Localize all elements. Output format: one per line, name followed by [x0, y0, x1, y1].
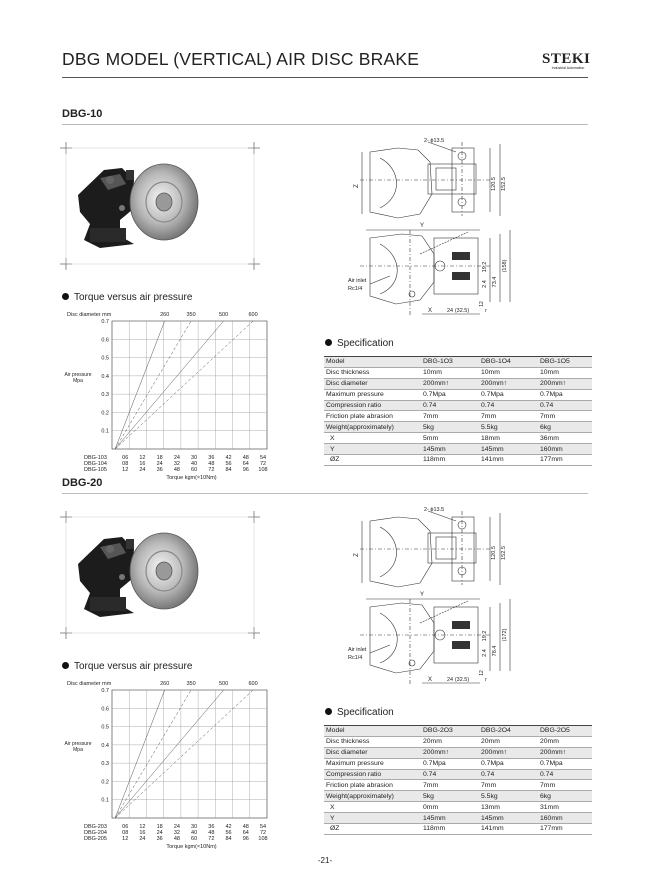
x-tick-label: 64 [242, 830, 249, 836]
x-tick-label: 18 [156, 455, 163, 461]
x-tick-label: 36 [208, 455, 215, 461]
drawing-label: (158) [502, 259, 508, 273]
x-tick-label: 84 [225, 467, 232, 473]
spec-cell: Friction plate abrasion [324, 411, 421, 422]
x-axis-label: Torque kgm(×10Nm) [166, 844, 217, 849]
x-row-model: DBG-104 [84, 461, 107, 467]
chart-heading [62, 661, 192, 672]
x-tick-label: 108 [258, 836, 268, 842]
x-tick-label: 18 [156, 824, 163, 830]
page-number: -21- [317, 856, 333, 865]
drawing-label: 24 [446, 677, 454, 683]
x-tick-label: 60 [191, 467, 198, 473]
page-title: DBG MODEL (VERTICAL) AIR DISC BRAKE [62, 49, 420, 69]
spec-row [324, 411, 592, 422]
spec-column-header: DBG-1O3 [421, 357, 479, 368]
spec-cell: 7mm [421, 411, 479, 422]
y-tick-label: 0.6 [101, 706, 109, 713]
drawing-label: 12 [479, 670, 485, 676]
section-dbg-20 [0, 369, 650, 869]
spec-cell: 20mm [421, 736, 479, 747]
spec-column-header: DBG-2O3 [421, 726, 479, 737]
logo-brand: STEKI [542, 51, 591, 67]
y-tick-label: 0.2 [101, 410, 109, 417]
spec-cell: 141mm [479, 824, 538, 835]
y-tick-label: 0.7 [101, 319, 109, 325]
spec-cell: 200mm↑ [421, 747, 479, 758]
x-tick-label: 06 [122, 824, 129, 830]
drawing-label: Rc1/4 [348, 286, 363, 292]
spec-cell: 5kg [421, 791, 479, 802]
spec-table [324, 725, 592, 835]
diameter-label: 350 [186, 681, 196, 687]
section-rule [62, 493, 588, 494]
spec-cell: 0.74 [421, 400, 479, 411]
x-tick-label: 12 [139, 455, 146, 461]
spec-row [324, 378, 592, 389]
drawing-label: Y [419, 223, 425, 229]
x-tick-label: 16 [139, 830, 146, 836]
spec-heading [325, 707, 394, 718]
drawing-label: 120.5 [491, 546, 497, 560]
spec-cell: Disc thickness [324, 736, 421, 747]
spec-row [324, 736, 592, 747]
x-tick-label: 56 [225, 461, 232, 467]
spec-cell: Compression ratio [324, 769, 421, 780]
spec-cell: 7mm [538, 411, 592, 422]
spec-cell: 145mm [479, 444, 538, 455]
spec-row [324, 780, 592, 791]
spec-heading [325, 338, 394, 349]
diameter-label: 600 [248, 312, 258, 318]
photo-frame [60, 509, 260, 644]
brake-photo [60, 140, 260, 270]
x-tick-label: 24 [173, 824, 180, 830]
drawing-label: 24 [446, 308, 454, 314]
spec-cell: 200mm↑ [479, 747, 538, 758]
y-axis-label: Air pressure Mpa [64, 741, 92, 754]
x-row-model: DBG-105 [84, 467, 107, 473]
x-tick-label: 36 [156, 836, 163, 842]
spec-cell: 5.5kg [479, 422, 538, 433]
spec-cell: Weight(approximately) [324, 791, 421, 802]
x-tick-label: 12 [122, 836, 129, 842]
spec-cell: 20mm [479, 736, 538, 747]
spec-cell: 10mm [479, 367, 538, 378]
top-axis-label: Disc diameter mm [67, 312, 112, 318]
x-tick-label: 72 [259, 830, 267, 836]
drawing-label: 19.2 [482, 630, 488, 642]
x-tick-label: 72 [259, 461, 267, 467]
spec-cell: 145mm [421, 813, 479, 824]
diameter-label: 500 [219, 681, 229, 687]
spec-cell: 0mm [421, 802, 479, 813]
spec-cell: 200mm↑ [538, 378, 592, 389]
spec-cell: 160mm [538, 444, 592, 455]
drawing-label: (172) [502, 628, 508, 642]
spec-row [324, 389, 592, 400]
brake-illustration [78, 533, 198, 617]
x-tick-label: 84 [225, 836, 232, 842]
spec-cell: 141mm [479, 455, 538, 466]
spec-cell: 10mm [538, 367, 592, 378]
spec-cell: 0.74 [421, 769, 479, 780]
spec-cell: Weight(approximately) [324, 422, 421, 433]
x-tick-label: 54 [259, 824, 267, 830]
x-tick-label: 08 [122, 830, 129, 836]
x-tick-label: 06 [122, 455, 129, 461]
x-tick-label: 42 [225, 455, 232, 461]
spec-cell: 200mm↑ [479, 378, 538, 389]
photo-frame [60, 140, 260, 275]
spec-cell: 145mm [479, 813, 538, 824]
diameter-line [115, 690, 165, 818]
spec-cell: Compression ratio [324, 400, 421, 411]
spec-cell: 7mm [479, 780, 538, 791]
spec-row [324, 747, 592, 758]
x-tick-label: 24 [139, 836, 146, 842]
x-tick-label: 24 [139, 467, 146, 473]
spec-cell: 177mm [538, 824, 592, 835]
diameter-line [115, 321, 165, 449]
chart-heading [62, 292, 192, 303]
x-tick-label: 32 [173, 461, 180, 467]
spec-column-header: DBG-1O4 [479, 357, 538, 368]
chart-heading-text: Torque versus air pressure [74, 661, 193, 672]
drawing-label: Y [419, 592, 425, 598]
torque-chart [60, 308, 275, 485]
brake-photo [60, 509, 260, 639]
y-tick-label: 0.5 [101, 724, 109, 731]
x-tick-label: 36 [208, 824, 215, 830]
diameter-label: 600 [248, 681, 258, 687]
spec-cell: 20mm [538, 736, 592, 747]
spec-cell: 0.74 [538, 400, 592, 411]
x-tick-label: 24 [173, 455, 180, 461]
x-tick-label: 40 [191, 461, 198, 467]
x-tick-label: 08 [122, 461, 129, 467]
drawing-label: 2- ϕ13.5 [424, 138, 445, 144]
bullet-icon [325, 339, 332, 346]
x-tick-label: 48 [208, 461, 215, 467]
spec-heading-text: Specification [337, 707, 394, 718]
spec-header-row [324, 357, 592, 368]
diameter-line [115, 690, 253, 818]
technical-drawing [340, 503, 540, 698]
diameter-label: 260 [160, 312, 170, 318]
spec-cell: 36mm [538, 433, 592, 444]
spec-cell: 160mm [538, 813, 592, 824]
spec-cell: 6kg [538, 422, 592, 433]
x-row-model: DBG-205 [84, 836, 107, 842]
drawing-label: Air inlet [348, 647, 367, 653]
y-tick-label: 0.3 [101, 761, 109, 768]
spec-cell: 5.5kg [479, 791, 538, 802]
drawing-label: Air inlet [348, 278, 367, 284]
spec-cell: 5mm [421, 433, 479, 444]
drawing-label: X [427, 677, 433, 683]
spec-row [324, 433, 592, 444]
spec-row [324, 791, 592, 802]
plot-frame [112, 690, 267, 818]
drawing-label: 73.4 [492, 276, 498, 288]
x-tick-label: 48 [208, 830, 215, 836]
x-tick-label: 42 [225, 824, 232, 830]
spec-row [324, 455, 592, 466]
spec-cell: 200mm↑ [421, 378, 479, 389]
x-tick-label: 96 [242, 836, 249, 842]
diameter-line [115, 690, 224, 818]
brand-logo [542, 52, 594, 74]
x-tick-label: 108 [258, 467, 268, 473]
x-tick-label: 12 [139, 824, 146, 830]
spec-cell: Disc diameter [324, 747, 421, 758]
spec-cell: X [324, 802, 421, 813]
x-tick-label: 32 [173, 830, 180, 836]
spec-cell: Friction plate abrasion [324, 780, 421, 791]
drawing-label: (32.5) [454, 308, 470, 314]
drawing-label: Z [354, 553, 360, 557]
plot-frame [112, 321, 267, 449]
spec-cell: 118mm [421, 824, 479, 835]
x-tick-label: 96 [242, 467, 249, 473]
spec-cell: ØZ [324, 455, 421, 466]
chart-heading-text: Torque versus air pressure [74, 292, 193, 303]
x-tick-label: 30 [191, 455, 198, 461]
brake-illustration [78, 164, 198, 248]
spec-cell: 0.7Mpa [479, 758, 538, 769]
spec-column-header: Model [324, 357, 421, 368]
x-tick-label: 12 [122, 467, 129, 473]
x-row-model: DBG-203 [84, 824, 107, 830]
drawing-label: r [485, 677, 487, 683]
torque-chart [60, 677, 275, 854]
spec-cell: 18mm [479, 433, 538, 444]
x-tick-label: 56 [225, 830, 232, 836]
drawing-label: Z [354, 184, 360, 188]
x-tick-label: 24 [156, 461, 163, 467]
x-tick-label: 24 [156, 830, 163, 836]
spec-cell: Disc diameter [324, 378, 421, 389]
drawing-label: 2.4 [482, 280, 488, 288]
diameter-line [115, 321, 253, 449]
y-tick-label: 0.4 [101, 742, 109, 749]
diameter-label: 500 [219, 312, 229, 318]
spec-cell: 6kg [538, 791, 592, 802]
y-tick-label: 0.5 [101, 355, 109, 362]
spec-cell: 0.7Mpa [421, 389, 479, 400]
diameter-line [115, 321, 191, 449]
spec-cell: X [324, 433, 421, 444]
spec-cell: 0.74 [479, 400, 538, 411]
spec-column-header: Model [324, 726, 421, 737]
y-tick-label: 0.7 [101, 688, 109, 694]
y-tick-label: 0.3 [101, 392, 109, 399]
x-tick-label: 30 [191, 824, 198, 830]
spec-cell: ØZ [324, 824, 421, 835]
spec-cell: 0.74 [479, 769, 538, 780]
x-tick-label: 72 [208, 836, 215, 842]
spec-cell: 0.7Mpa [538, 389, 592, 400]
diameter-line [115, 321, 224, 449]
x-tick-label: 36 [156, 467, 163, 473]
section-heading: DBG-10 [62, 108, 103, 120]
drawing-label: 120.5 [491, 177, 497, 191]
drawing-label: 19.2 [482, 261, 488, 273]
bullet-icon [325, 708, 332, 715]
spec-cell: Y [324, 813, 421, 824]
y-tick-label: 0.6 [101, 337, 109, 344]
spec-cell: 177mm [538, 455, 592, 466]
drawing-label: 78.4 [492, 645, 498, 657]
section-heading: DBG-20 [62, 477, 103, 489]
drawing-label: 2.4 [482, 649, 488, 657]
bullet-icon [62, 293, 69, 300]
diameter-label: 350 [186, 312, 196, 318]
logo-tagline: Industrial Automation [551, 66, 585, 70]
technical-drawing [340, 134, 540, 329]
y-tick-label: 0.1 [101, 428, 109, 435]
diameter-line [115, 690, 191, 818]
x-row-model: DBG-204 [84, 830, 107, 836]
spec-column-header: DBG-2O4 [479, 726, 538, 737]
spec-row [324, 802, 592, 813]
x-tick-label: 40 [191, 830, 198, 836]
spec-row [324, 367, 592, 378]
spec-table [324, 356, 592, 466]
spec-cell: 10mm [421, 367, 479, 378]
section-rule [62, 124, 588, 125]
diameter-label: 260 [160, 681, 170, 687]
spec-row [324, 400, 592, 411]
spec-cell: 7mm [479, 411, 538, 422]
spec-cell: 0.7Mpa [538, 758, 592, 769]
drawing-label: 152.5 [501, 546, 507, 560]
top-axis-label: Disc diameter mm [67, 681, 112, 687]
spec-row [324, 813, 592, 824]
spec-cell: Maximum pressure [324, 389, 421, 400]
spec-cell: 118mm [421, 455, 479, 466]
spec-cell: 5kg [421, 422, 479, 433]
x-tick-label: 48 [242, 455, 249, 461]
spec-cell: 31mm [538, 802, 592, 813]
drawing-label: Rc1/4 [348, 655, 363, 661]
spec-cell: 0.74 [538, 769, 592, 780]
y-tick-label: 0.1 [101, 797, 109, 804]
drawing-label: 152.5 [501, 177, 507, 191]
spec-heading-text: Specification [337, 338, 394, 349]
bullet-icon [62, 662, 69, 669]
spec-column-header: DBG-2O5 [538, 726, 592, 737]
x-tick-label: 48 [242, 824, 249, 830]
drawing-label: r [485, 308, 487, 314]
spec-row [324, 444, 592, 455]
spec-cell: 7mm [421, 780, 479, 791]
x-tick-label: 48 [173, 467, 180, 473]
spec-row [324, 758, 592, 769]
spec-column-header: DBG-1O5 [538, 357, 592, 368]
spec-row [324, 824, 592, 835]
spec-cell: 7mm [538, 780, 592, 791]
drawing-label: 12 [479, 301, 485, 307]
x-tick-label: 16 [139, 461, 146, 467]
x-tick-label: 48 [173, 836, 180, 842]
spec-cell: 13mm [479, 802, 538, 813]
y-axis-label: Air pressure Mpa [64, 372, 92, 385]
x-tick-label: 60 [191, 836, 198, 842]
spec-cell: 0.7Mpa [479, 389, 538, 400]
spec-header-row [324, 726, 592, 737]
spec-cell: 145mm [421, 444, 479, 455]
x-row-model: DBG-103 [84, 455, 107, 461]
x-tick-label: 64 [242, 461, 249, 467]
spec-cell: Maximum pressure [324, 758, 421, 769]
header-rule [62, 77, 588, 78]
drawing-label: 2- ϕ13.5 [424, 507, 445, 513]
spec-row [324, 769, 592, 780]
x-axis-label: Torque kgm(×10Nm) [166, 475, 217, 480]
spec-cell: 200mm↑ [538, 747, 592, 758]
y-tick-label: 0.4 [101, 373, 109, 380]
x-tick-label: 72 [208, 467, 215, 473]
x-tick-label: 54 [259, 455, 267, 461]
spec-cell: Y [324, 444, 421, 455]
drawing-label: X [427, 308, 433, 314]
spec-row [324, 422, 592, 433]
y-tick-label: 0.2 [101, 779, 109, 786]
spec-cell: 0.7Mpa [421, 758, 479, 769]
drawing-label: (32.5) [454, 677, 470, 683]
spec-cell: Disc thickness [324, 367, 421, 378]
